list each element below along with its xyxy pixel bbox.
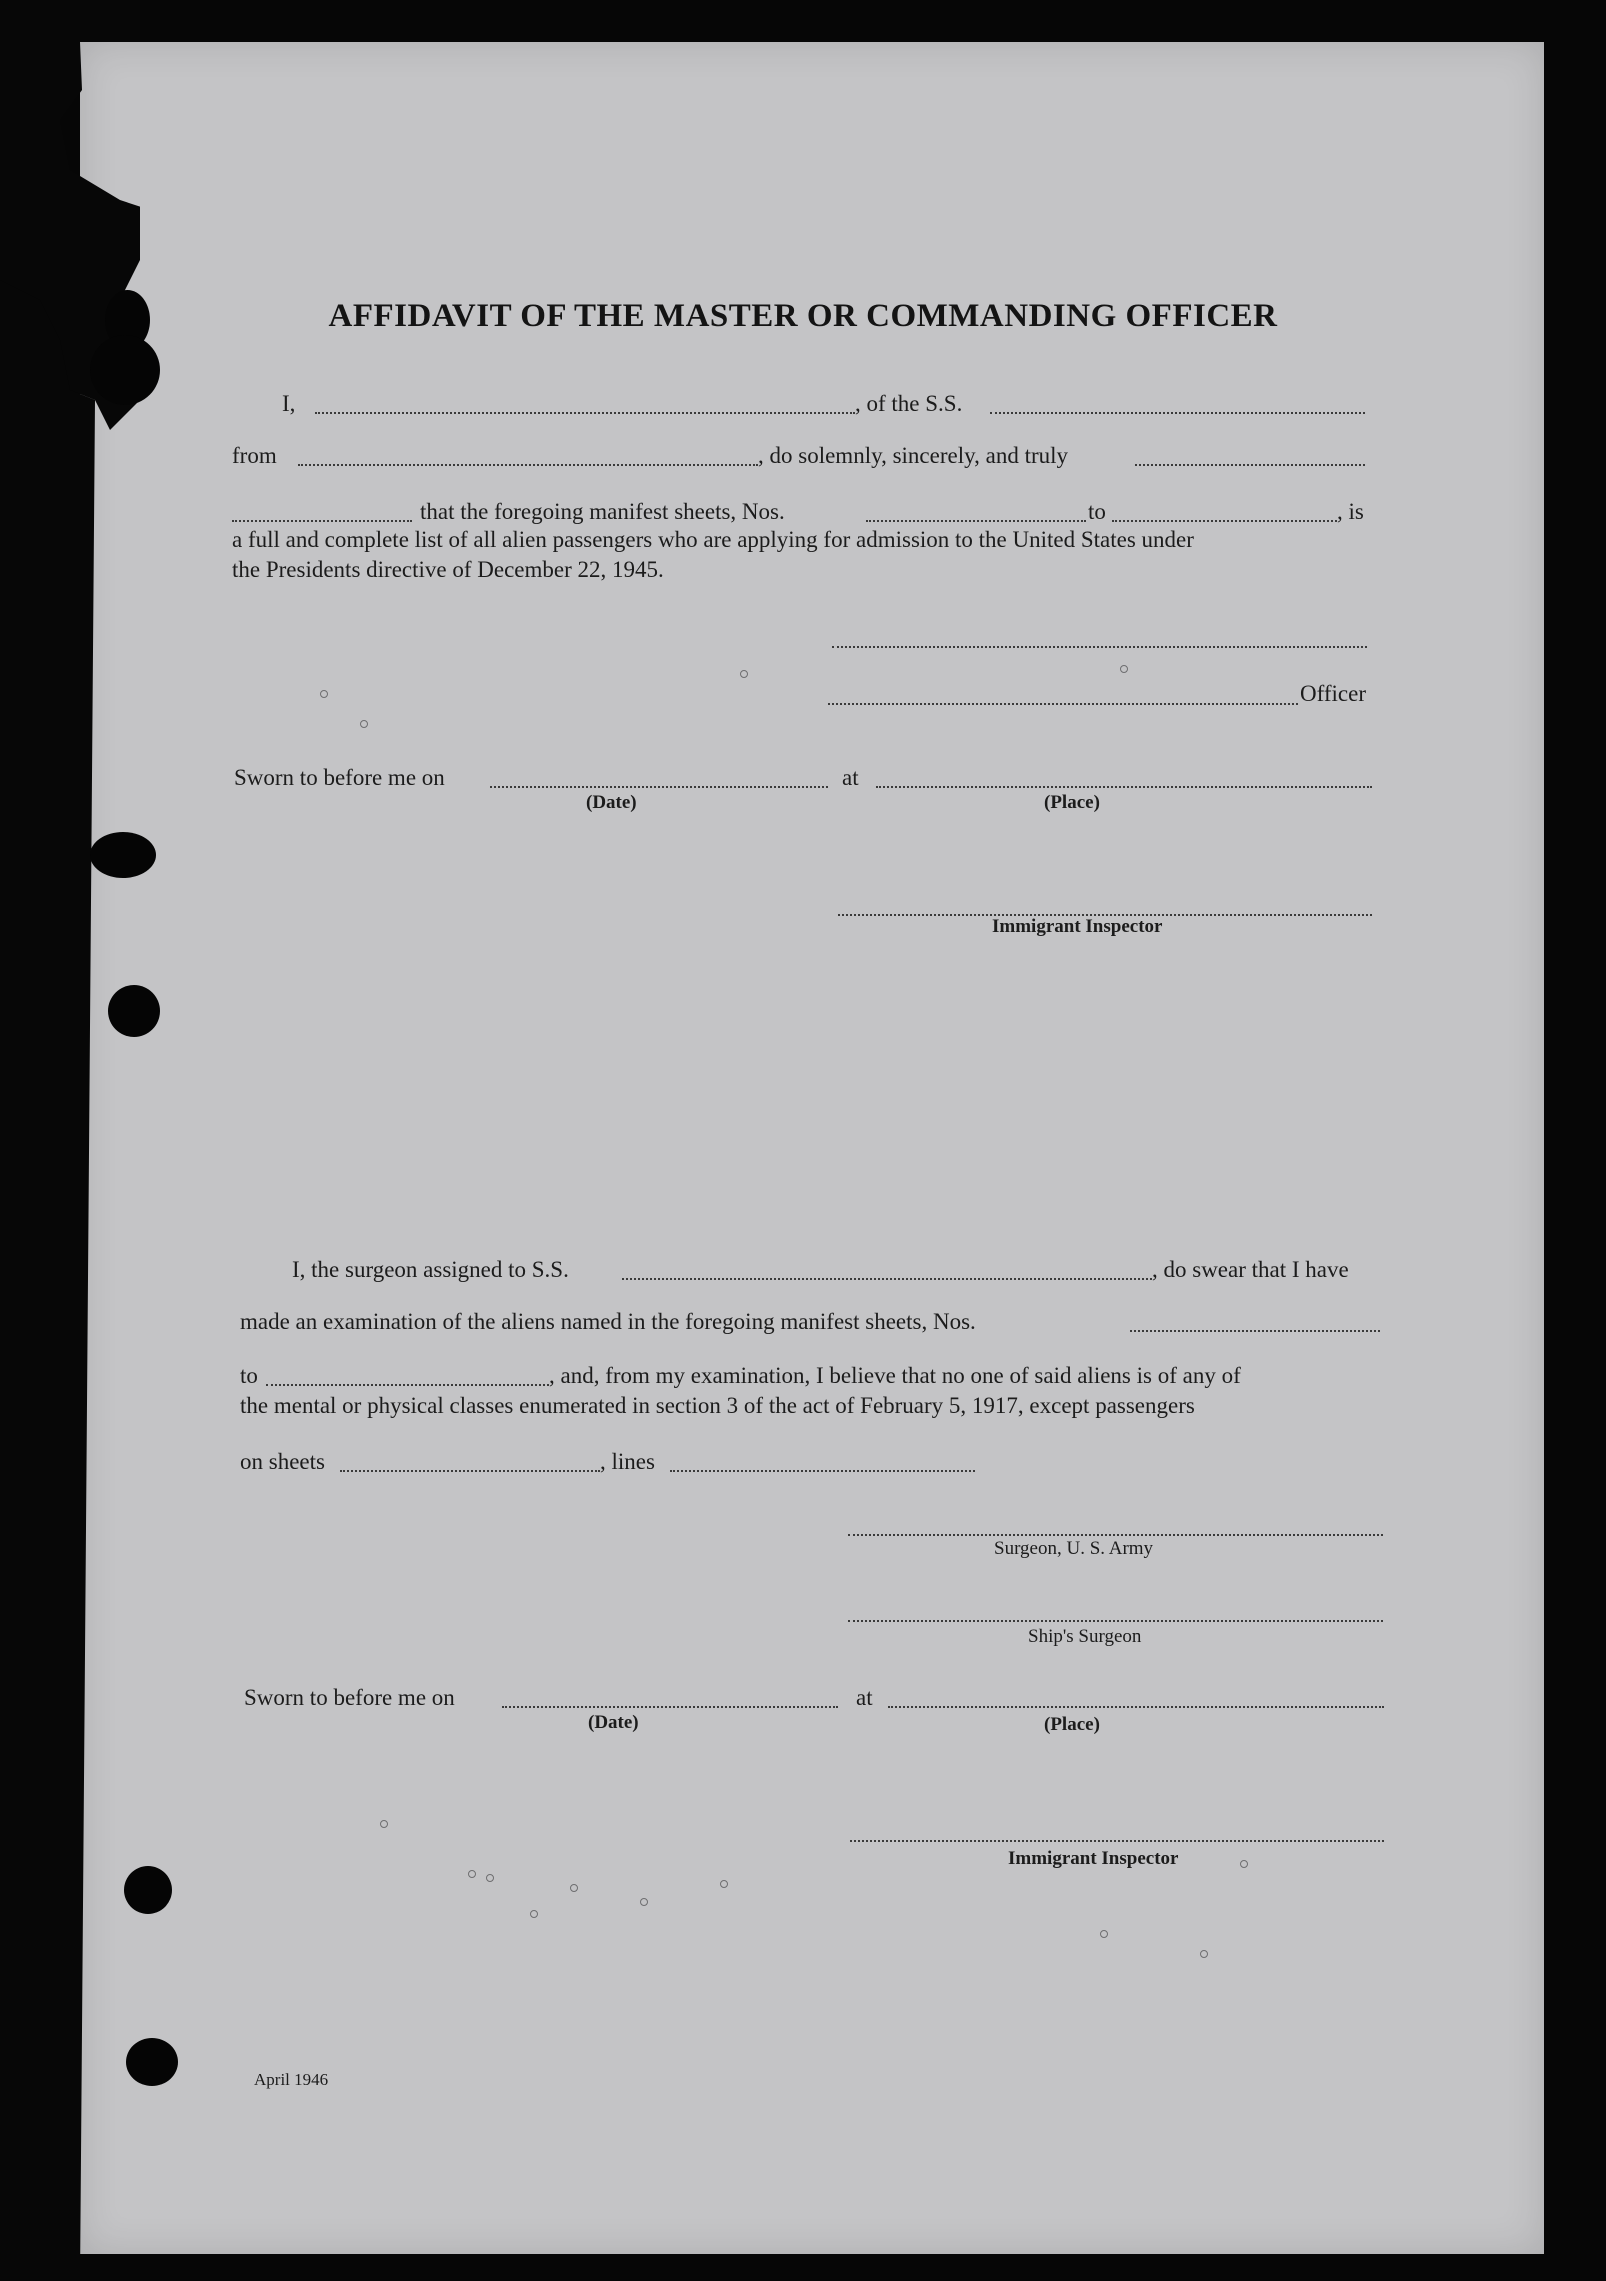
oath-word-field[interactable] (232, 520, 412, 522)
surgeon-ship-field[interactable] (622, 1278, 1152, 1280)
sworn-label: Sworn to before me on (234, 765, 445, 790)
surgeon-inspector-label: Immigrant Inspector (1008, 1848, 1179, 1869)
surgeon-line-2: made an examination of the aliens named in the foregoing manifest sheets, Nos. (240, 1309, 976, 1334)
document-page (80, 42, 1544, 2254)
footer-date: April 1946 (254, 2070, 329, 2089)
speck (1100, 1930, 1108, 1938)
surgeon-place-caption: (Place) (1044, 1714, 1100, 1735)
inspector-label: Immigrant Inspector (992, 916, 1163, 937)
speck (486, 1874, 494, 1882)
surgeon-inspector-signature-line[interactable] (850, 1840, 1384, 1842)
punch-hole (90, 832, 156, 878)
speck (1120, 665, 1128, 673)
stain-spot (90, 335, 160, 405)
surgeon-line-1-end: , do swear that I have (1152, 1257, 1349, 1282)
surgeon-sheet-to-field[interactable] (266, 1384, 549, 1386)
sworn-place-field[interactable] (876, 786, 1372, 788)
surgeon-army-label: Surgeon, U. S. Army (994, 1538, 1154, 1559)
sheets-label: on sheets (240, 1449, 325, 1474)
to-label: to (1088, 499, 1106, 524)
lines-field[interactable] (670, 1470, 975, 1472)
sheet-from-field[interactable] (866, 520, 1086, 522)
surgeon-at-label: at (856, 1685, 873, 1710)
speck (740, 670, 748, 678)
surgeon-date-caption: (Date) (588, 1712, 639, 1733)
master-signature-line[interactable] (832, 646, 1367, 648)
speck (320, 690, 328, 698)
surgeon-to-label: to (240, 1363, 258, 1388)
surgeon-sworn-place-field[interactable] (888, 1706, 1384, 1708)
speck (530, 1910, 538, 1918)
master-name-field[interactable] (315, 412, 855, 414)
speck (720, 1880, 728, 1888)
ships-surgeon-label: Ship's Surgeon (1028, 1626, 1142, 1647)
sheets-field[interactable] (340, 1470, 600, 1472)
body-line-2: the Presidents directive of December 22, 1945. (232, 557, 664, 582)
surgeon-sheet-from-field[interactable] (1130, 1330, 1380, 1332)
surgeon-sworn-label: Sworn to before me on (244, 1685, 455, 1710)
foregoing-label: that the foregoing manifest sheets, Nos. (420, 499, 785, 524)
lines-label: , lines (600, 1449, 655, 1474)
stain-spot (126, 2038, 178, 2086)
speck (640, 1898, 648, 1906)
punch-hole (108, 985, 160, 1037)
ships-surgeon-signature-line[interactable] (848, 1620, 1383, 1622)
place-caption: (Place) (1044, 792, 1100, 813)
at-label: at (842, 765, 859, 790)
from-field[interactable] (298, 464, 758, 466)
solemnly-field[interactable] (1135, 464, 1365, 466)
body-line-1: a full and complete list of all alien passengers who are applying for admission to the United States under (232, 527, 1194, 552)
from-label: from (232, 443, 277, 468)
punch-hole (124, 1866, 172, 1914)
army-surgeon-signature-line[interactable] (848, 1534, 1383, 1536)
speck (1200, 1950, 1208, 1958)
officer-signature-line[interactable] (828, 703, 1298, 705)
speck (1240, 1860, 1248, 1868)
i-label: I, (282, 391, 296, 416)
surgeon-line-1-start: I, the surgeon assigned to S.S. (292, 1257, 569, 1282)
surgeon-sworn-date-field[interactable] (502, 1706, 838, 1708)
affidavit-title: AFFIDAVIT OF THE MASTER OR COMMANDING OFFICER (328, 298, 1278, 334)
sheet-to-field[interactable] (1112, 520, 1337, 522)
solemnly-label: , do solemnly, sincerely, and truly (758, 443, 1069, 468)
date-caption: (Date) (586, 792, 637, 813)
ship-name-field[interactable] (990, 412, 1365, 414)
surgeon-line-4: the mental or physical classes enumerated in section 3 of the act of February 5, 1917, except passengers (240, 1393, 1195, 1418)
sworn-date-field[interactable] (490, 786, 828, 788)
is-label: , is (1337, 499, 1364, 524)
of-ss-label: , of the S.S. (855, 391, 963, 416)
speck (360, 720, 368, 728)
speck (380, 1820, 388, 1828)
speck (570, 1884, 578, 1892)
surgeon-line-3: , and, from my examination, I believe that no one of said aliens is of any of (549, 1363, 1241, 1388)
speck (468, 1870, 476, 1878)
officer-label: Officer (1300, 681, 1366, 706)
